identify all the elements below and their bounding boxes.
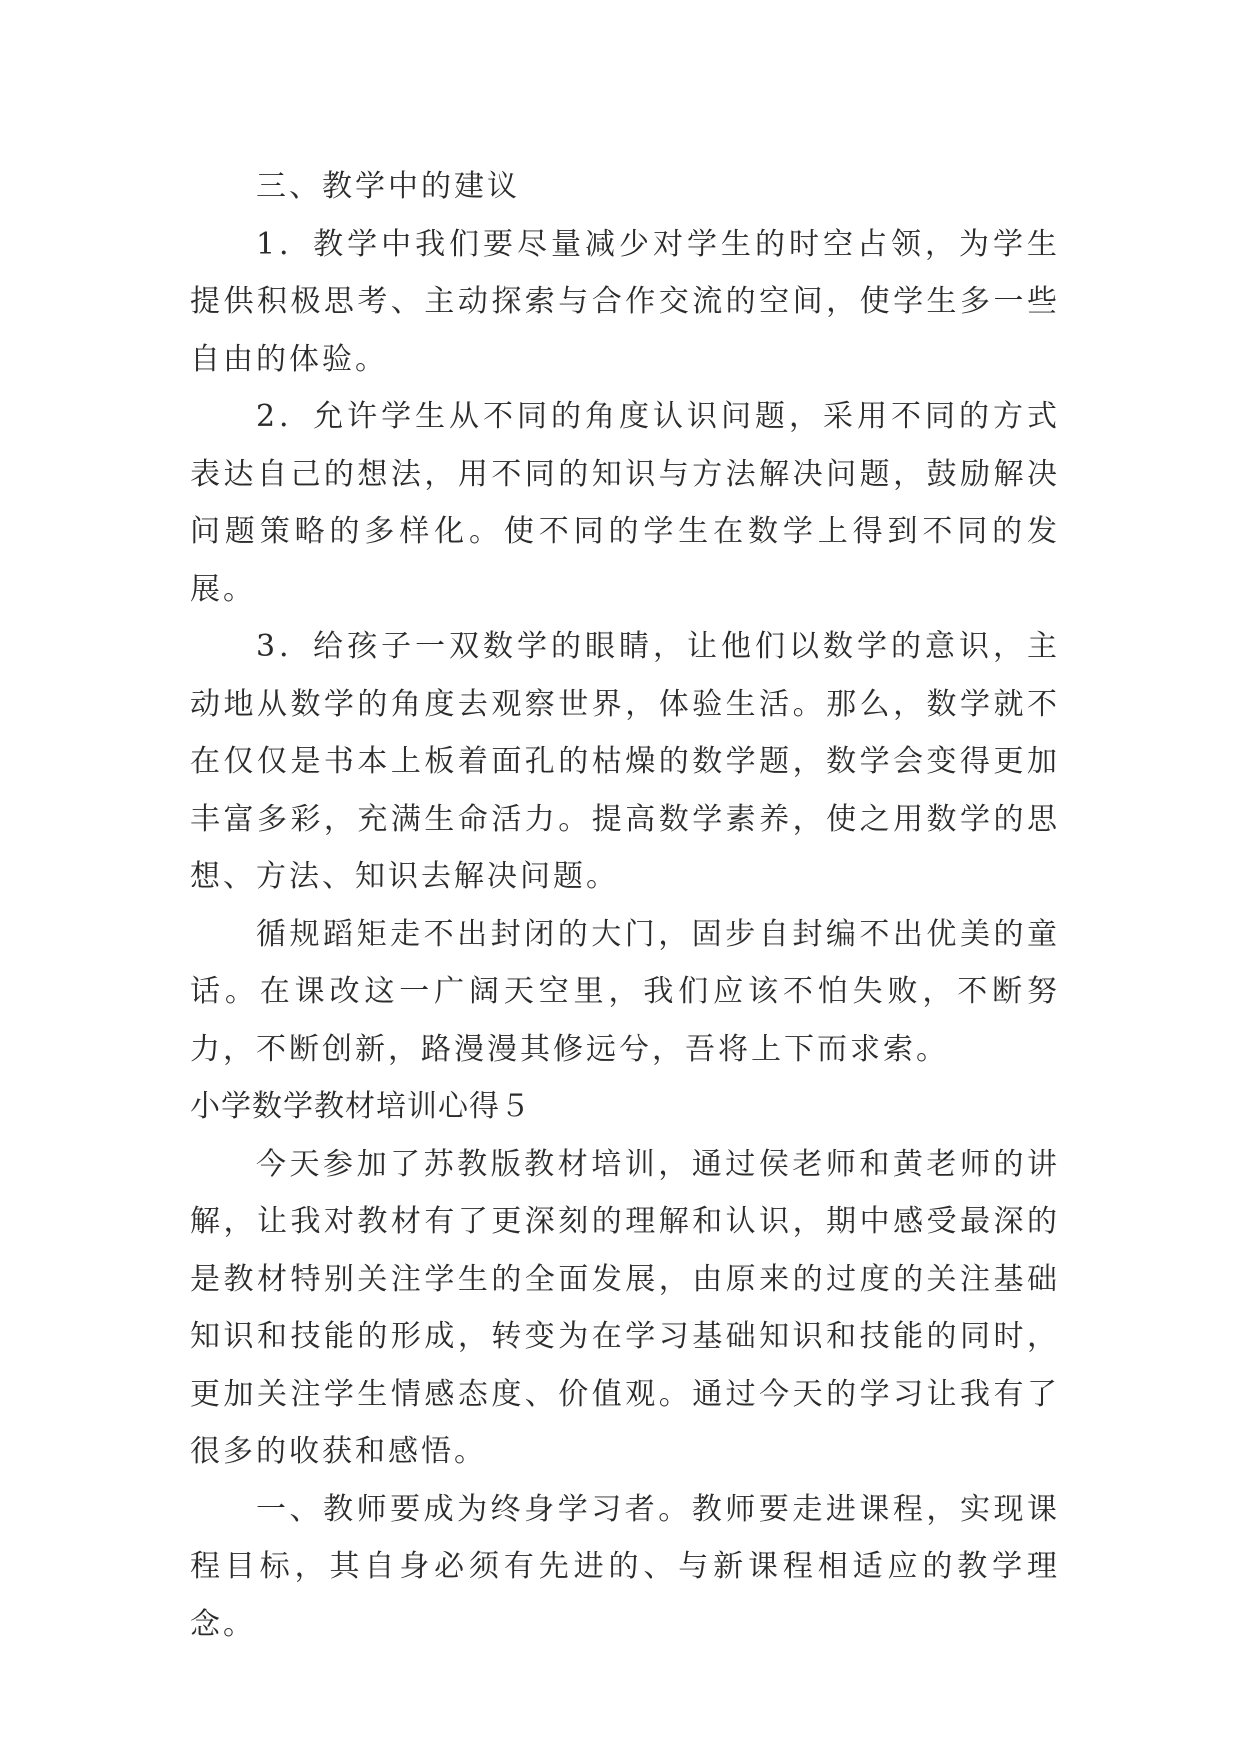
paragraph-closing: 循规蹈矩走不出封闭的大门，固步自封编不出优美的童话。在课改这一广阔天空里，我们应该不怕失败，不断努力，不断创新，路漫漫其修远兮，吾将上下而求索。 — [190, 916, 1060, 1067]
paragraph-suggestion-1: 1．教学中我们要尽量减少对学生的时空占领，为学生提供积极思考、主动探索与合作交流的空间，使学生多一些自由的体验。 — [190, 226, 1060, 377]
paragraph-suggestion-3: 3．给孩子一双数学的眼睛，让他们以数学的意识，主动地从数学的角度去观察世界，体验生活。那么，数学就不在仅仅是书本上板着面孔的枯燥的数学题，数学会变得更加丰富多彩，充满生命活力。提高数学素养，使之用数学的思想、方法、知识去解决问题。 — [190, 629, 1060, 894]
section-heading-teaching-suggestions: 三、教学中的建议 — [256, 169, 520, 204]
paragraph-lifelong-learner: 一、教师要成为终身学习者。教师要走进课程，实现课程目标，其自身必须有先进的、与新课程相适应的教学理念。 — [190, 1491, 1060, 1642]
paragraph-suggestion-2: 2．允许学生从不同的角度认识问题，采用不同的方式表达自己的想法，用不同的知识与方法解决问题，鼓励解决问题策略的多样化。使不同的学生在数学上得到不同的发展。 — [190, 399, 1060, 607]
document-body — [190, 158, 1060, 1653]
section-title-training-notes-5: 小学数学教材培训心得５ — [190, 1089, 531, 1124]
paragraph-training-intro: 今天参加了苏教版教材培训，通过侯老师和黄老师的讲解，让我对教材有了更深刻的理解和认识，期中感受最深的是教材特别关注学生的全面发展，由原来的过度的关注基础知识和技能的形成，转变为在学习基础知识和技能的同时，更加关注学生情感态度、价值观。通过今天的学习让我有了很多的收获和感悟。 — [190, 1146, 1060, 1469]
